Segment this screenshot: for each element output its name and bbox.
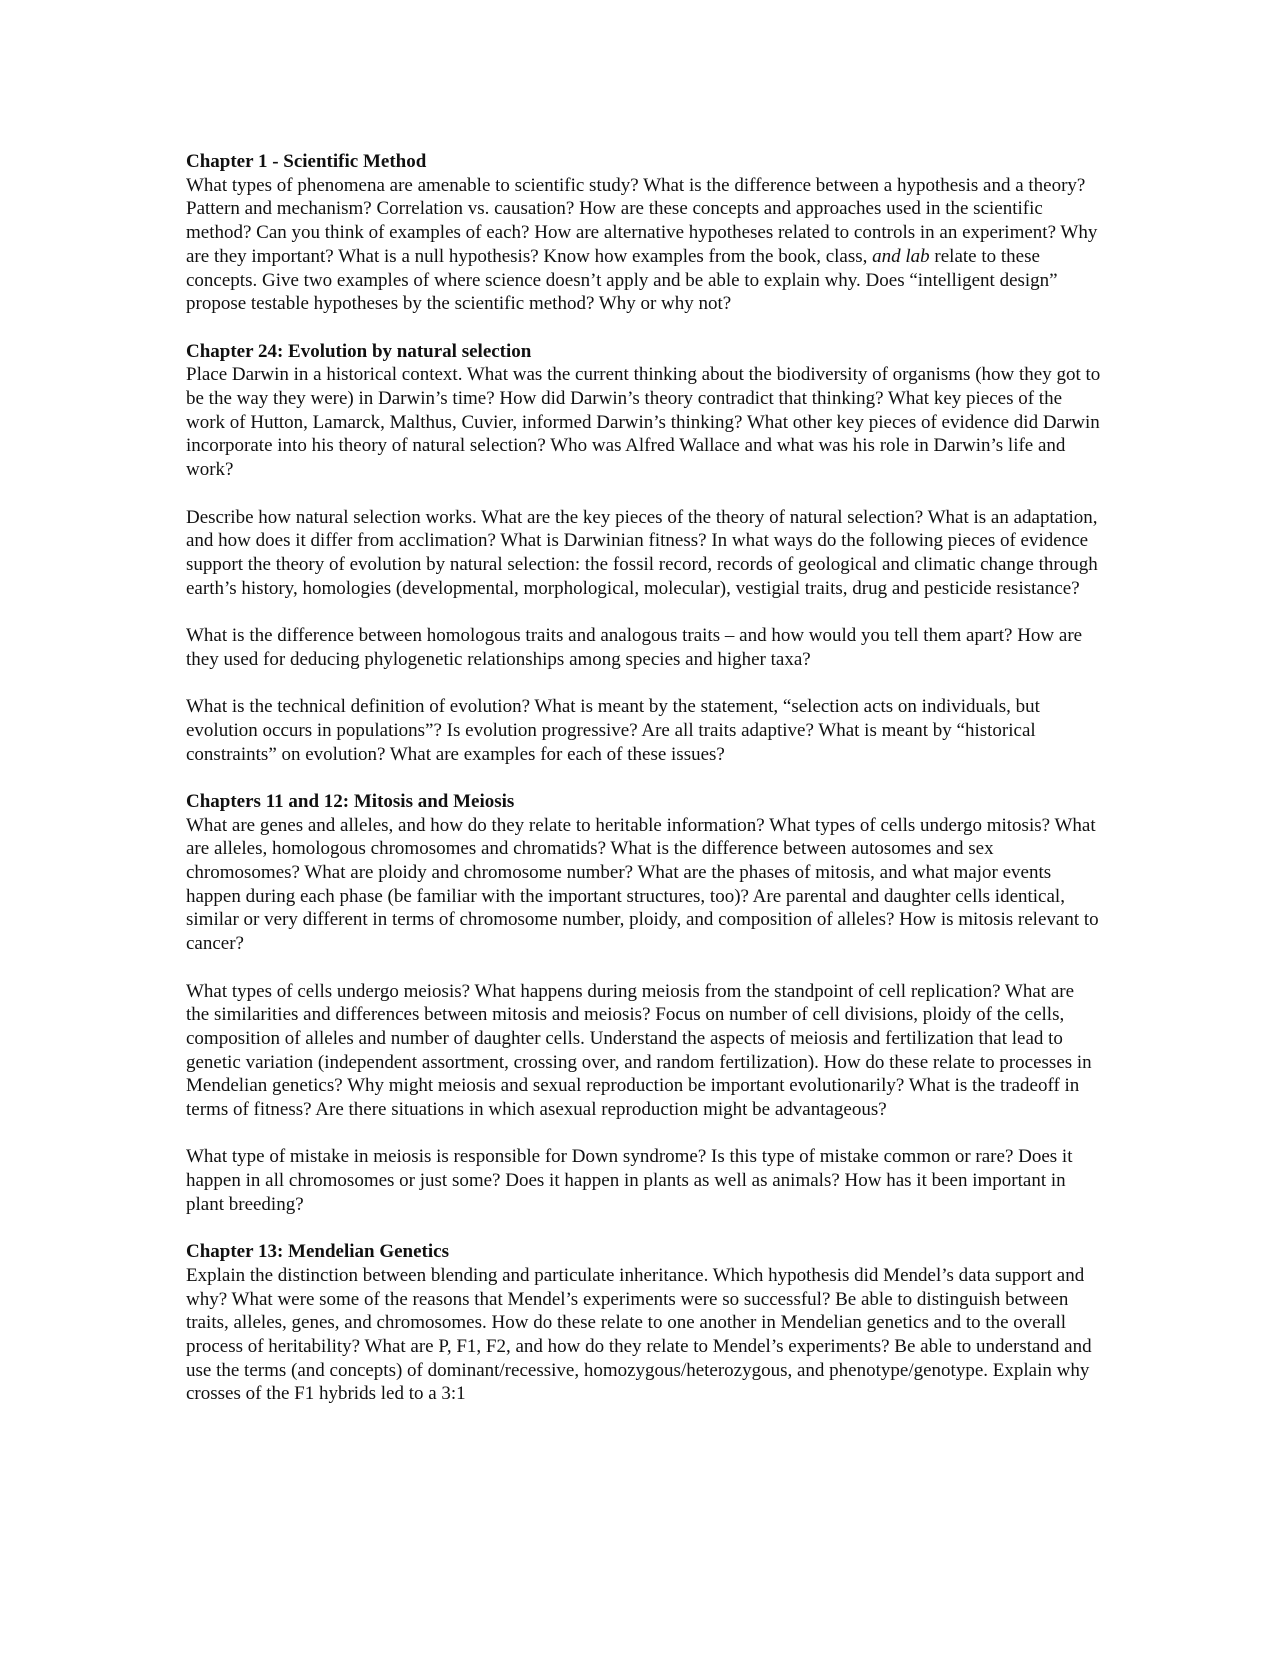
section-chapter-1 [186,150,1101,316]
section-heading: Chapter 13: Mendelian Genetics [186,1241,449,1263]
section-heading: Chapter 24: Evolution by natural selection [186,340,532,362]
paragraph: What is the technical definition of evolution? What is meant by the statement, “selection acts on individuals, but evolution occurs in populations”? Is evolution progressive? Are all traits adaptive? What is meant by “historical constraints” on evolution? What are examples for each of these issues? [186,696,1040,765]
paragraph: What types of cells undergo meiosis? What happens during meiosis from the standpoint of cell replication? What are the similarities and differences between mitosis and meiosis? Focus on number of cell divisions, ploidy of the cells, composition of alleles and number of daughter cells. Understand the aspects of meiosis and fertilization that lead to genetic variation (independent assortment, crossing over, and random fertilization). How do these relate to processes in Mendelian genetics? Why might meiosis and sexual reproduction be important evolutionarily? What is the tradeoff in terms of fitness? Are there situations in which asexual reproduction might be advantageous? [186,980,1092,1121]
paragraph: What type of mistake in meiosis is responsible for Down syndrome? Is this type of mistake common or rare? Does it happen in all chromosomes or just some? Does it happen in plants as well as animals? How has it been important in plant breeding? [186,1146,1073,1215]
section-chapter-13 [186,1240,1101,1406]
emphasis-text: and lab [872,245,930,267]
paragraph: Explain the distinction between blending and particulate inheritance. Which hypothesis did Mendel’s data support and why? What were some of the reasons that Mendel’s experiments were so successful? Be able to distinguish between traits, alleles, genes, and chromosomes. How do these relate to one another in Mendelian genetics and to the overall process of heritability? What are P, F1, F2, and how do they relate to Mendel’s experiments? Be able to understand and use the terms (and concepts) of dominant/recessive, homozygous/heterozygous, and phenotype/genotype. Explain why crosses of the F1 hybrids led to a 3:1 [186,1264,1092,1405]
section-heading: Chapters 11 and 12: Mitosis and Meiosis [186,790,515,812]
paragraph: What are genes and alleles, and how do they relate to heritable information? What types of cells undergo mitosis? What are alleles, homologous chromosomes and chromatids? What is the difference between autosomes and sex chromosomes? What are ploidy and chromosome number? What are the phases of mitosis, and what major events happen during each phase (be familiar with the important structures, too)? Are parental and daughter cells identical, similar or very different in terms of chromosome number, ploidy, and composition of alleles? How is mitosis relevant to cancer? [186,814,1099,955]
paragraph: What is the difference between homologous traits and analogous traits – and how would you tell them apart? How are they used for deducing phylogenetic relationships among species and higher taxa? [186,625,1083,670]
section-heading: Chapter 1 - Scientific Method [186,151,427,172]
section-chapters-11-12 [186,790,1101,1217]
paragraph: Describe how natural selection works. What are the key pieces of the theory of natural selection? What is an adaptation, and how does it differ from acclimation? What is Darwinian fitness? In what ways do the following pieces of evidence support the theory of evolution by natural selection: the fossil record, records of geological and climatic change through earth’s history, homologies (developmental, morphological, molecular), vestigial traits, drug and pesticide resistance? [186,506,1098,599]
document-page [186,150,1101,1430]
section-chapter-24 [186,340,1101,767]
paragraph: Place Darwin in a historical context. What was the current thinking about the biodiversity of organisms (how they got to be the way they were) in Darwin’s time? How did Darwin’s theory contradict that thinking? What key pieces of the work of Hutton, Lamarck, Malthus, Cuvier, informed Darwin’s thinking? What other key pieces of evidence did Darwin incorporate into his theory of natural selection? Who was Alfred Wallace and what was his role in Darwin’s life and work? [186,364,1101,481]
paragraph: What types of phenomena are amenable to scientific study? What is the difference between a hypothesis and a theory? Pattern and mechanism? Correlation vs. causation? How are these concepts and approaches used in the scientific method? Can you think of examples of each? How are alternative hypotheses related to controls in an experiment? Why are they important? What is a null hypothesis? Know how examples from the book, class, and lab relate to these concepts. Give two examples of where science doesn’t apply and be able to explain why. Does “intelligent design” propose testable hypotheses by the scientific method? Why or why not? [186,174,1098,315]
